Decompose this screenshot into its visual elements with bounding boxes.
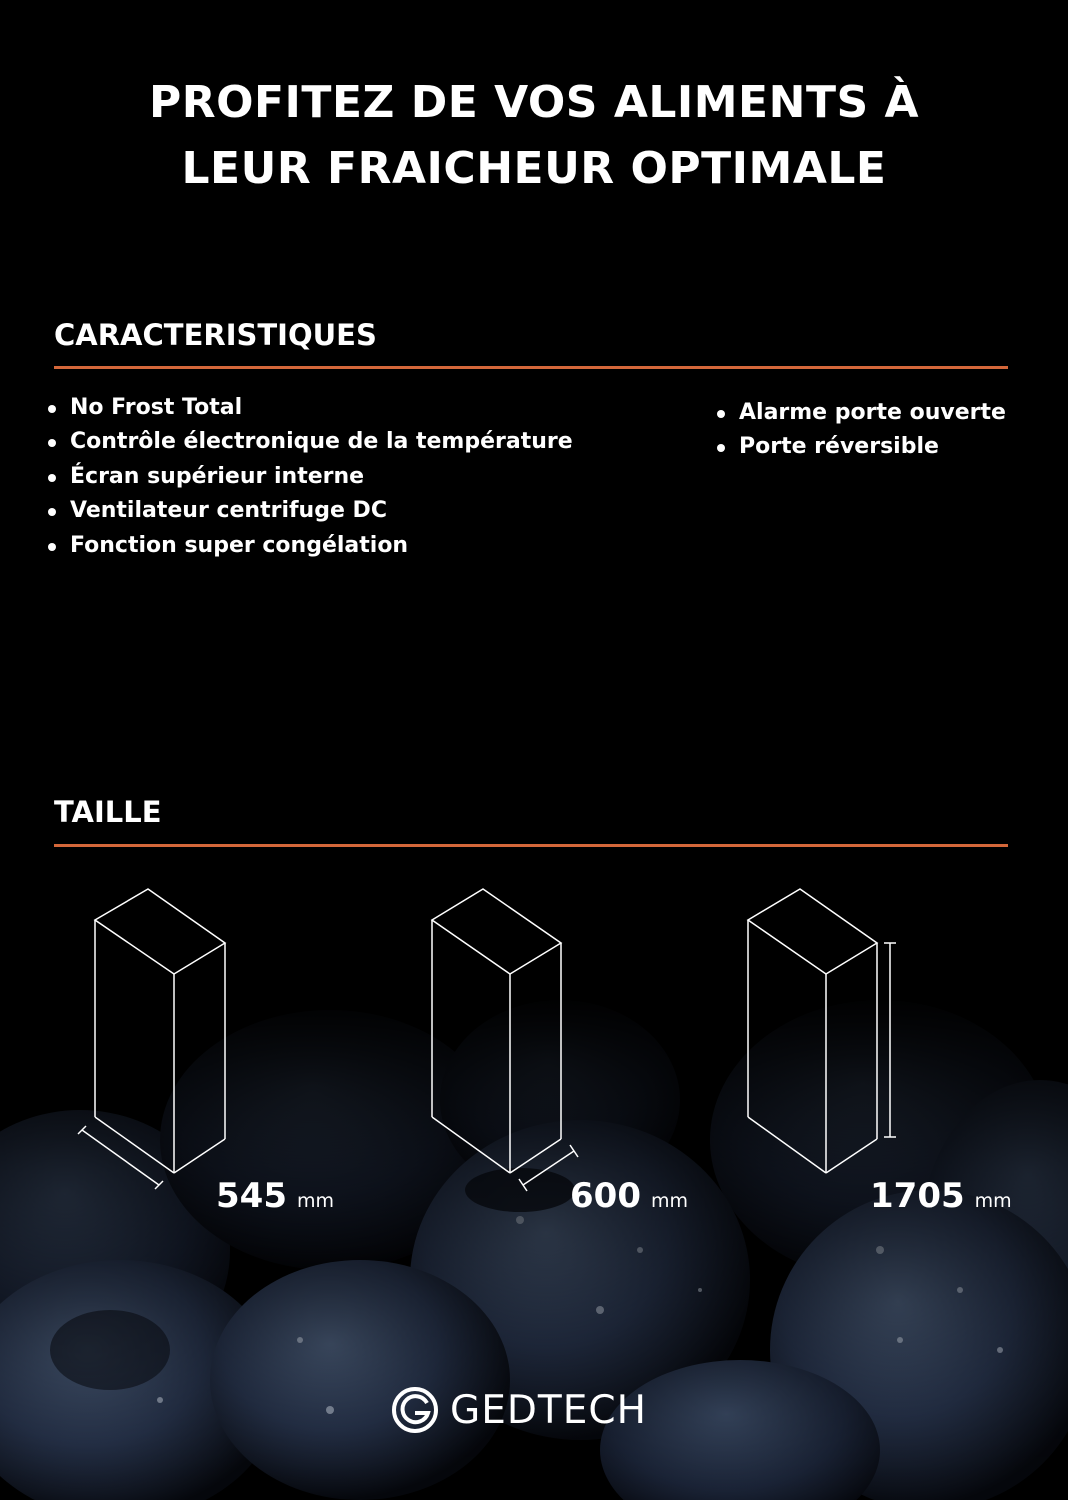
brand-logo: [390, 1382, 647, 1438]
dimension-value: 1705: [870, 1176, 965, 1216]
dimension-value: 600: [570, 1176, 641, 1216]
brand-name: GEDTECH: [450, 1387, 647, 1433]
size-divider: [54, 844, 1008, 847]
feature-item: Porte réversible: [717, 430, 1006, 464]
features-title: CARACTERISTIQUES: [54, 318, 377, 352]
dimension-width: [216, 1176, 334, 1216]
dimension-unit: mm: [296, 1190, 335, 1212]
features-divider: [54, 366, 1008, 369]
feature-item: Ventilateur centrifuge DC: [48, 494, 573, 528]
dimension-depth: [570, 1176, 688, 1216]
dimension-unit: mm: [974, 1190, 1012, 1212]
feature-item: Contrôle électronique de la température: [48, 425, 573, 459]
dimension-height: [870, 1176, 1012, 1216]
fridge-height-icon: [740, 885, 910, 1195]
gedtech-logo-icon: [390, 1385, 440, 1435]
features-list-right: [717, 396, 1006, 465]
feature-item: Fonction super congélation: [48, 529, 573, 563]
feature-item: Alarme porte ouverte: [717, 396, 1006, 430]
headline: [0, 70, 1068, 202]
size-title: TAILLE: [54, 795, 162, 829]
features-list-left: [48, 391, 573, 563]
headline-line-1: PROFITEZ DE VOS ALIMENTS À: [148, 77, 920, 128]
dimension-value: 545: [216, 1176, 287, 1216]
feature-item: Écran supérieur interne: [48, 460, 573, 494]
fridge-width-icon: [70, 885, 240, 1195]
headline-line-2: LEUR FRAICHEUR OPTIMALE: [181, 143, 887, 194]
dimension-unit: mm: [650, 1190, 689, 1212]
feature-item: No Frost Total: [48, 391, 573, 425]
fridge-depth-icon: [420, 885, 590, 1195]
